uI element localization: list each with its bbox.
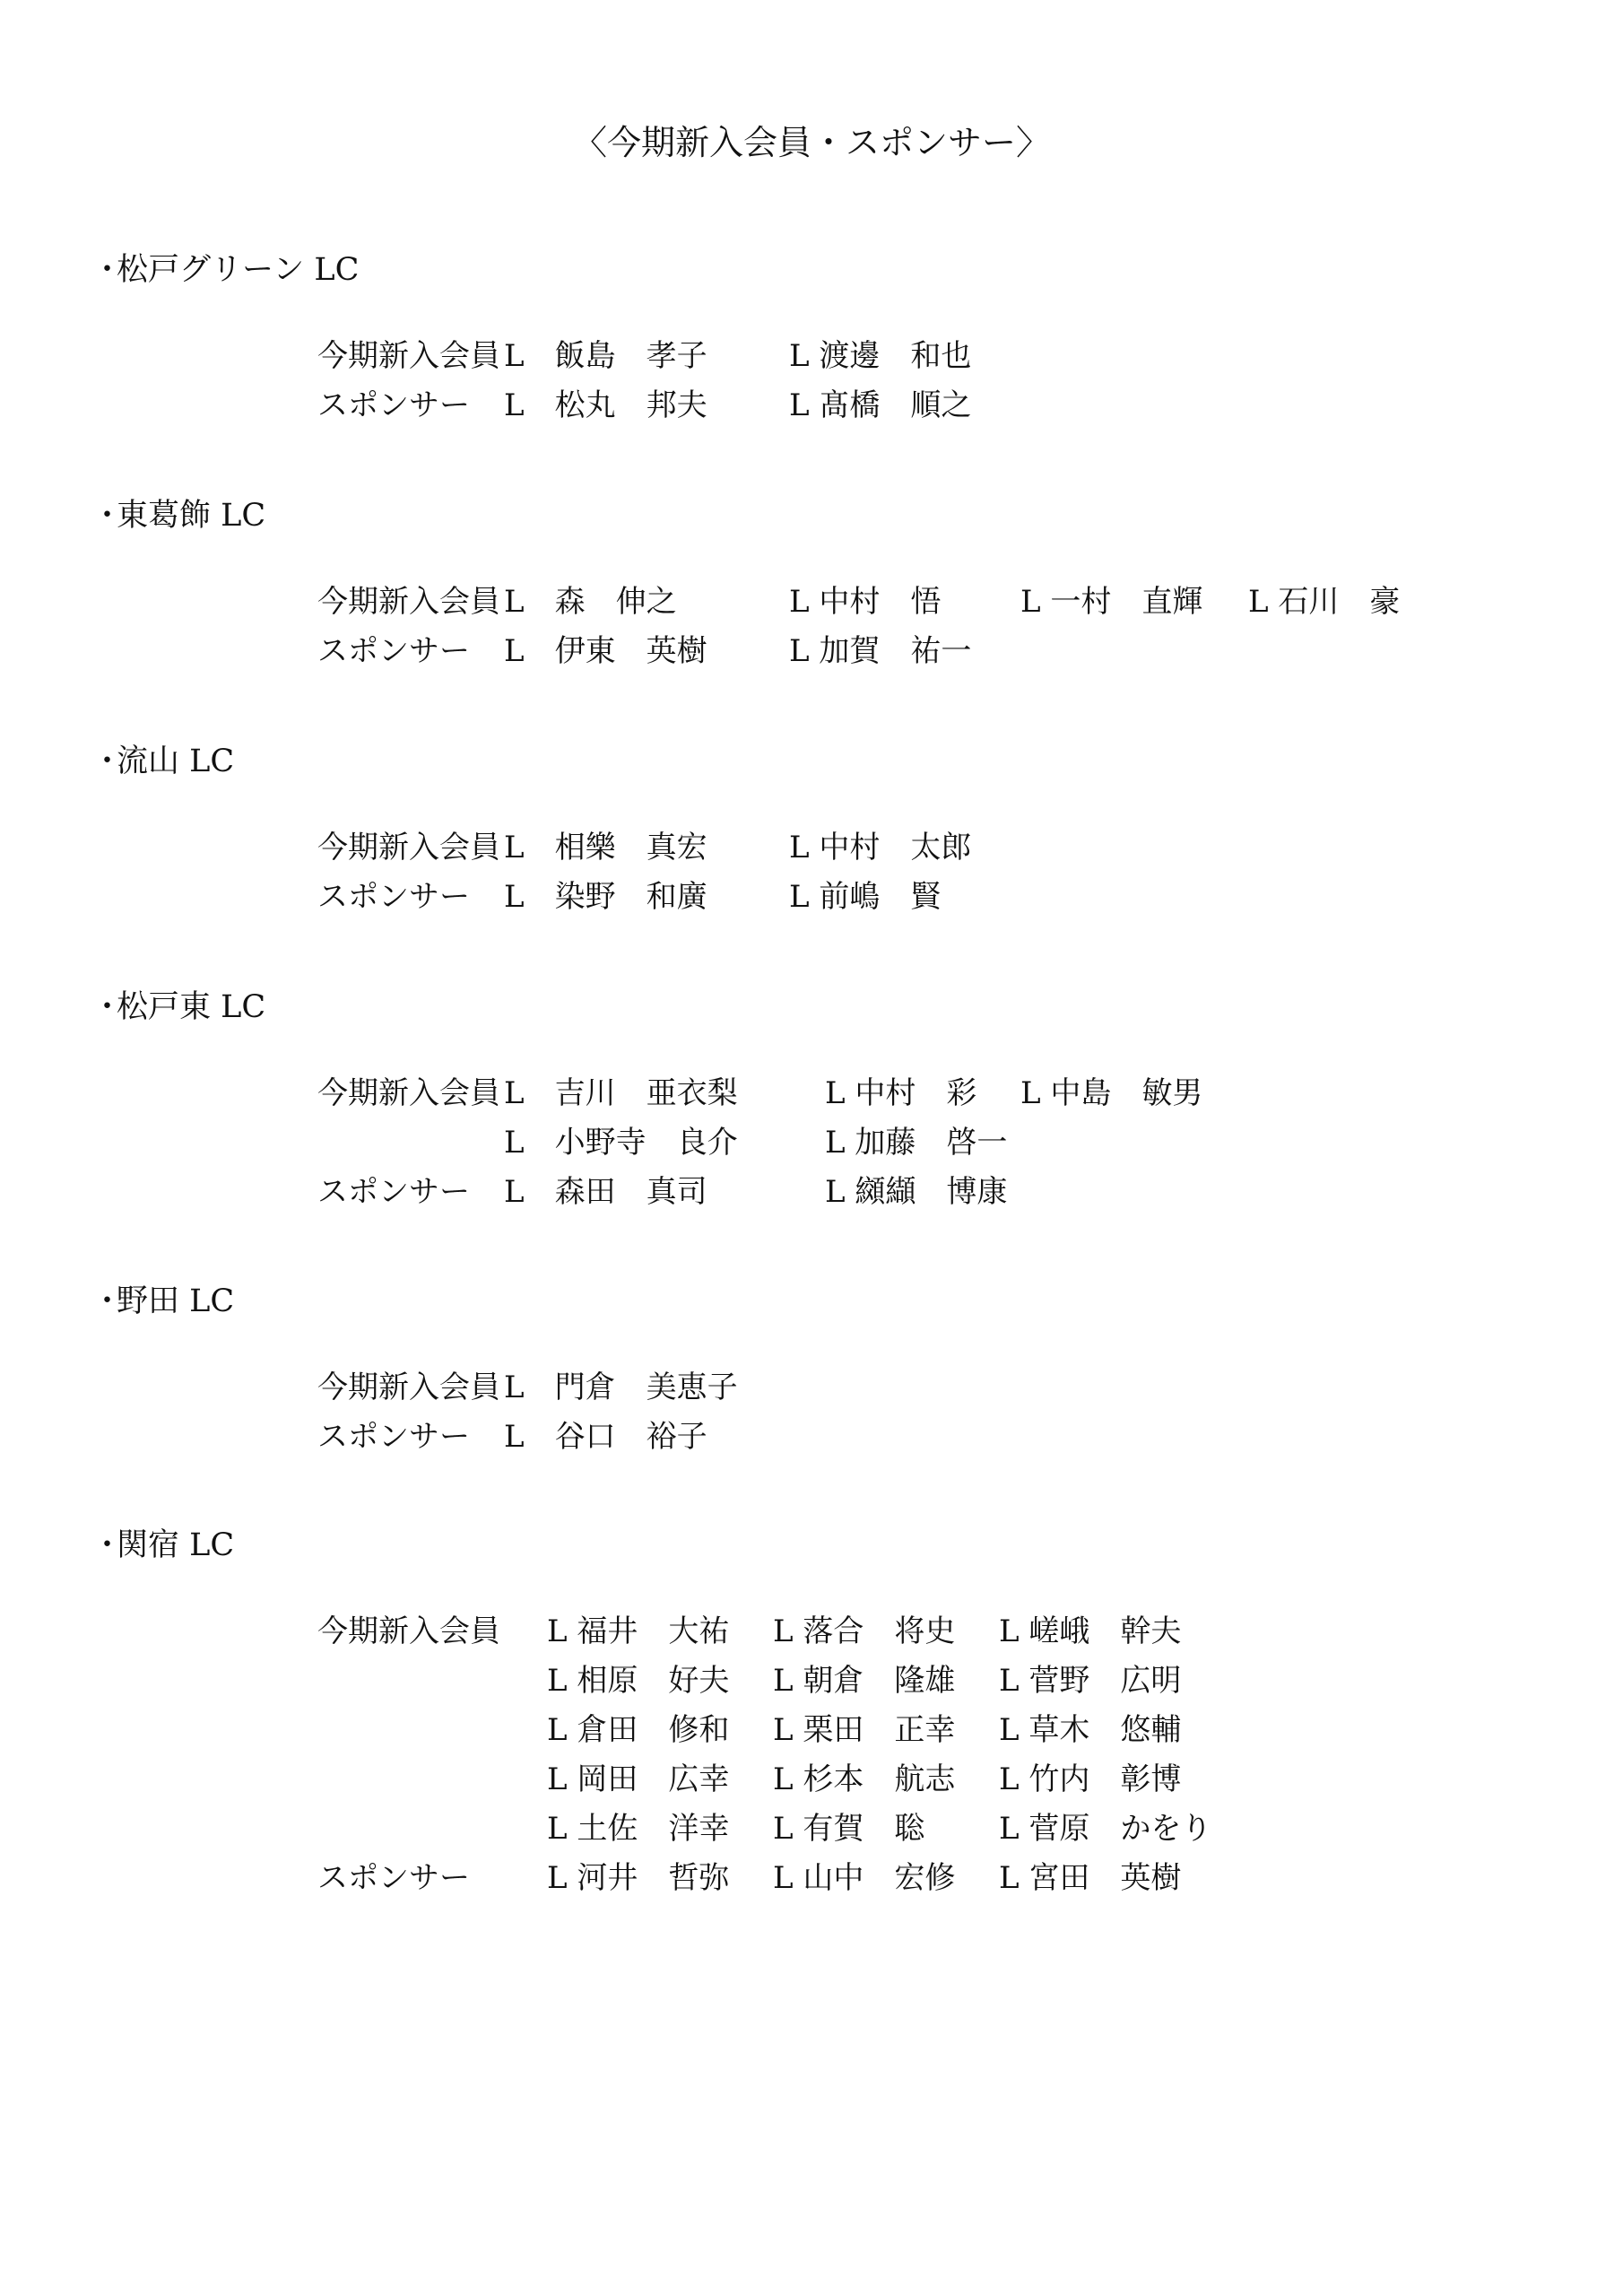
role-label: スポンサー [317, 387, 470, 423]
member-name: L 谷口 裕子 [504, 1419, 707, 1455]
member-name: L 森 伸之 [504, 584, 677, 620]
club-name [91, 249, 1526, 291]
member-row [91, 381, 1526, 430]
club-section [91, 249, 1526, 430]
member-row [91, 1706, 1526, 1755]
member-name: L 山中 宏修 [773, 1860, 956, 1896]
club-name [91, 1525, 1526, 1566]
bullet-icon: ・ [91, 498, 124, 534]
member-row [91, 1363, 1526, 1413]
member-row [91, 627, 1526, 676]
member-name: L 土佐 洋幸 [547, 1811, 730, 1847]
member-name: L 髙橋 順之 [789, 387, 972, 423]
club-name-text: 松戸東 LC [117, 989, 266, 1025]
member-name: L 倉田 修和 [547, 1712, 730, 1748]
member-row [91, 1805, 1526, 1854]
role-label: スポンサー [317, 1174, 470, 1210]
member-rows [91, 1607, 1526, 1903]
member-name: L 一村 直輝 [1020, 584, 1203, 620]
member-name: L 中村 悟 [789, 584, 942, 620]
member-row [91, 1755, 1526, 1805]
role-label: スポンサー [317, 879, 470, 915]
member-name: L 中村 彩 [825, 1075, 977, 1111]
role-label: 今期新入会員 [317, 830, 500, 865]
member-name: L 松丸 邦夫 [504, 387, 707, 423]
role-label: 今期新入会員 [317, 584, 500, 620]
member-row [91, 1657, 1526, 1706]
member-name: L 門倉 美恵子 [504, 1370, 738, 1405]
club-name-text: 関宿 LC [117, 1527, 235, 1563]
member-row [91, 1168, 1526, 1217]
member-name: L 渡邊 和也 [789, 338, 972, 374]
club-name-text: 東葛飾 LC [117, 498, 266, 534]
bullet-icon: ・ [91, 989, 124, 1025]
member-name: L 中村 太郎 [789, 830, 972, 865]
member-name: L 染野 和廣 [504, 879, 707, 915]
member-name: L 吉川 亜衣梨 [504, 1075, 738, 1111]
member-name: L 加藤 啓一 [825, 1125, 1008, 1161]
member-name: L 菅原 かをり [999, 1811, 1212, 1847]
club-name-text: 松戸グリーン LC [117, 252, 360, 288]
page-title: 〈今期新入会員・スポンサー〉 [572, 123, 1050, 162]
member-row [91, 578, 1526, 627]
member-name: L 杉本 航志 [773, 1761, 956, 1797]
member-name: L 宮田 英樹 [999, 1860, 1182, 1896]
member-name: L 相原 好夫 [547, 1663, 730, 1699]
member-name: L 栗田 正幸 [773, 1712, 956, 1748]
member-name: L 前嶋 賢 [789, 879, 942, 915]
role-label: 今期新入会員 [317, 1370, 500, 1405]
member-rows [91, 1363, 1526, 1462]
member-rows [91, 332, 1526, 430]
member-name: L 相樂 真宏 [504, 830, 707, 865]
bullet-icon: ・ [91, 252, 124, 288]
member-name: L 菅野 広明 [999, 1663, 1182, 1699]
role-label: スポンサー [317, 1419, 470, 1455]
member-name: L 河井 哲弥 [547, 1860, 730, 1896]
member-name: L 草木 悠輔 [999, 1712, 1182, 1748]
member-row [91, 873, 1526, 922]
role-label: 今期新入会員 [317, 1075, 500, 1111]
member-rows [91, 823, 1526, 922]
role-label: スポンサー [317, 633, 470, 669]
member-row [91, 1413, 1526, 1462]
club-name [91, 741, 1526, 782]
role-label: 今期新入会員 [317, 1613, 500, 1649]
member-row [91, 1069, 1526, 1118]
role-label: スポンサー [317, 1860, 470, 1896]
bullet-icon: ・ [91, 1283, 124, 1319]
bullet-icon: ・ [91, 1527, 124, 1563]
member-name: L 森田 真司 [504, 1174, 707, 1210]
member-rows [91, 1069, 1526, 1217]
member-name: L 落合 将史 [773, 1613, 956, 1649]
club-name [91, 987, 1526, 1028]
member-rows [91, 578, 1526, 676]
role-label: 今期新入会員 [317, 338, 500, 374]
member-name: L 飯島 孝子 [504, 338, 707, 374]
member-row [91, 1854, 1526, 1903]
member-name: L 加賀 祐一 [789, 633, 972, 669]
club-section [91, 987, 1526, 1217]
member-name: L 伊東 英樹 [504, 633, 707, 669]
member-row [91, 1118, 1526, 1168]
member-name: L 福井 大祐 [547, 1613, 730, 1649]
member-name: L 中島 敏男 [1020, 1075, 1203, 1111]
member-name: L 石川 豪 [1248, 584, 1401, 620]
club-section [91, 1281, 1526, 1462]
member-row [91, 1607, 1526, 1657]
member-name: L 嵯峨 幹夫 [999, 1613, 1182, 1649]
club-section [91, 1525, 1526, 1903]
member-row [91, 332, 1526, 381]
member-name: L 岡田 広幸 [547, 1761, 730, 1797]
club-name-text: 流山 LC [117, 744, 235, 779]
member-name: L 小野寺 良介 [504, 1125, 738, 1161]
member-name: L 竹内 彰博 [999, 1761, 1182, 1797]
club-name-text: 野田 LC [117, 1283, 235, 1319]
club-section [91, 495, 1526, 676]
club-name [91, 1281, 1526, 1322]
member-name: L 纐纈 博康 [825, 1174, 1008, 1210]
member-name: L 朝倉 隆雄 [773, 1663, 956, 1699]
member-row [91, 823, 1526, 873]
club-name [91, 495, 1526, 536]
club-section [91, 741, 1526, 922]
bullet-icon: ・ [91, 744, 124, 779]
member-name: L 有賀 聡 [773, 1811, 925, 1847]
